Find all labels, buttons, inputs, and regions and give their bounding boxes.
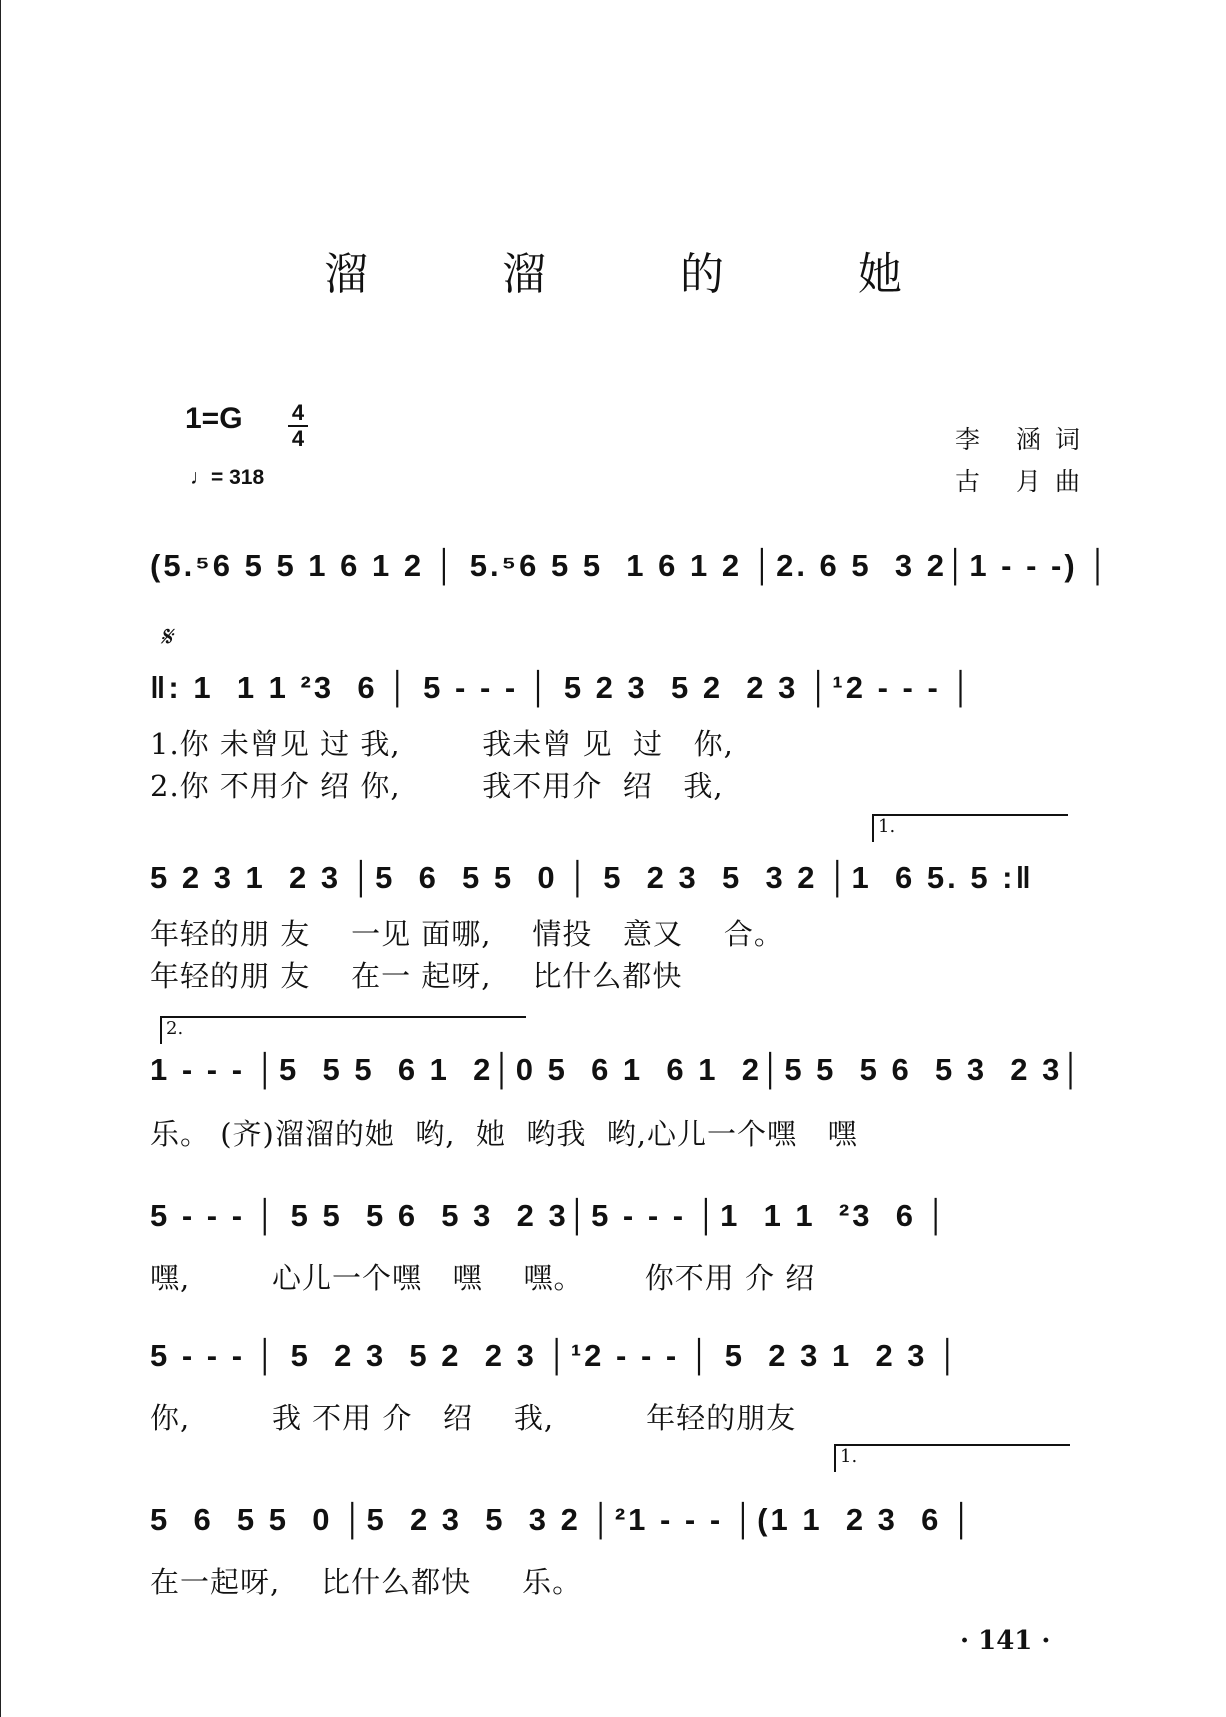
notes-line: 5 2 3 1 2 3 │5 6 5 5 0 │ 5 2 3 5 3 2 │1 6 5. 5 :‖ xyxy=(150,860,1034,895)
page-number: · 141 · xyxy=(960,1626,1051,1656)
tempo-marking: ♩= 318 xyxy=(190,466,265,489)
segno-sign: 𝄋 xyxy=(160,620,173,653)
key-signature: 1=G xyxy=(185,402,243,435)
lyric-verse-2: 2.你 不用介 绍 你, 我不用介 绍 我, xyxy=(150,769,724,803)
time-signature-denominator: 4 xyxy=(291,426,305,451)
lyric-line: 在一起呀, 比什么都快 乐。 xyxy=(150,1565,583,1599)
notes-line: (5.⁵6 5 5 1 6 1 2 │ 5.⁵6 5 5 1 6 1 2 │2. 6 5 3 2│1 - - -) │ xyxy=(150,548,1112,583)
notes-line: 5 6 5 5 0 │5 2 3 5 3 2 │²1 - - - │(1 1 2 3 6 │ xyxy=(150,1502,976,1537)
first-ending-bracket: 1. xyxy=(872,814,1068,842)
notes-line: 5 - - - │ 5 5 5 6 5 3 2 3│5 - - - │1 1 1 ²3 6 │ xyxy=(150,1198,950,1233)
time-signature xyxy=(288,402,308,450)
lyric-verse-2: 年轻的朋 友 在一 起呀, 比什么都快 xyxy=(150,959,683,993)
lyric-line: 嘿, 心儿一个嘿 嘿 嘿。 你不用 介 绍 xyxy=(150,1261,816,1295)
lyric-verse-1: 1.你 未曾见 过 我, 我未曾 见 过 你, xyxy=(150,727,734,761)
notes-line: 1 - - - │5 5 5 6 1 2│0 5 6 1 6 1 2│5 5 5 6 5 3 2 3│ xyxy=(150,1052,1085,1087)
lyric-line: 你, 我 不用 介 绍 我, 年轻的朋友 xyxy=(150,1401,797,1435)
second-ending-bracket: 2. xyxy=(160,1016,526,1044)
lyricist-credit: 李 涵词 xyxy=(955,425,1094,454)
song-title: 溜 溜 的 她 xyxy=(324,249,962,300)
notes-line: 5 - - - │ 5 2 3 5 2 2 3 │¹2 - - - │ 5 2 3 1 2 3 │ xyxy=(150,1338,962,1373)
composer-credit: 古 月曲 xyxy=(955,467,1094,496)
time-signature-numerator: 4 xyxy=(291,400,305,425)
first-ending-bracket-final: 1. xyxy=(834,1444,1070,1472)
notes-line: ‖: 1 1 1 ²3 6 │ 5 - - - │ 5 2 3 5 2 2 3 │¹2 - - - │ xyxy=(150,670,975,705)
lyric-line: 乐。 (齐)溜溜的她 哟, 她 哟我 哟,心儿一个嘿 嘿 xyxy=(150,1117,858,1151)
lyric-verse-1: 年轻的朋 友 一见 面哪, 情投 意又 合。 xyxy=(150,917,784,951)
